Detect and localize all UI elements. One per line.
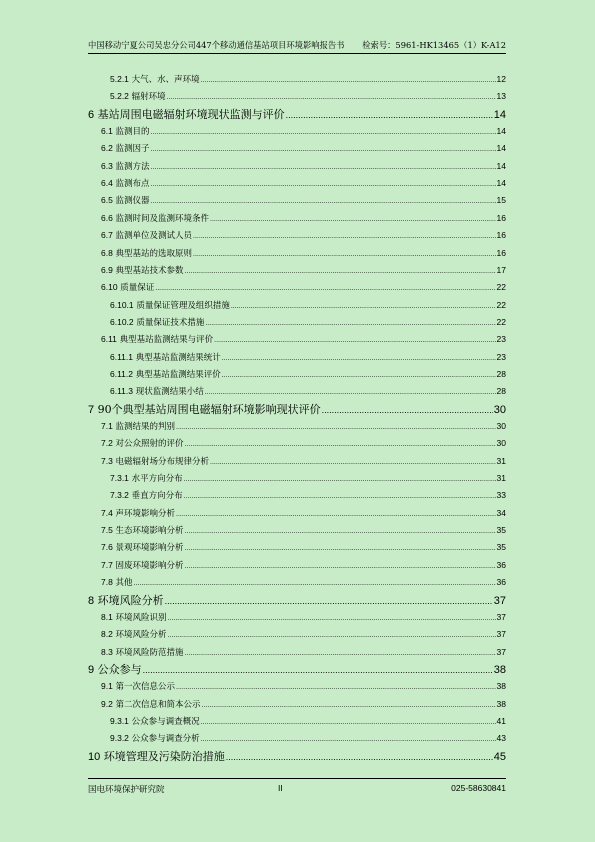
toc-entry-text: 垂直方向分布 [131, 491, 183, 502]
toc-entry-title [101, 455, 209, 467]
toc-entry[interactable] [101, 576, 506, 588]
toc-entry-page: 35 [496, 525, 506, 536]
toc-entry-text: 景观环境影响分析 [115, 543, 184, 554]
toc-entry-text: 电磁辐射场分布规律分析 [115, 456, 210, 467]
toc-entry-title [101, 160, 150, 172]
toc-entry-title [101, 247, 192, 259]
toc-entry-text: 质量保证管理及组织措施 [136, 300, 230, 311]
toc-entry-number: 7.5 [101, 525, 113, 536]
toc-entry[interactable] [110, 489, 506, 501]
toc-entry-text: 环境风险分析 [115, 630, 167, 641]
toc-entry-number: 7.4 [101, 507, 113, 518]
toc-entry-number: 5.2.2 [110, 91, 129, 102]
toc-entry-text: 典型基站监测结果统计 [135, 352, 221, 363]
toc-entry-text: 监测方法 [115, 161, 150, 172]
toc-entry-text: 监测时间及监测环境条件 [115, 213, 210, 224]
toc-entry[interactable] [88, 401, 506, 417]
toc-entry-title [101, 177, 150, 189]
toc-entry[interactable] [101, 229, 506, 241]
toc-entry-title [101, 264, 184, 276]
toc-leader-dots [185, 526, 496, 536]
toc-entry[interactable] [101, 680, 506, 692]
toc-leader-dots [134, 578, 496, 588]
toc-entry-text: 质量保证技术措施 [136, 317, 205, 328]
toc-entry-page: 14 [493, 108, 506, 121]
toc-entry-text: 声环境影响分析 [115, 508, 176, 519]
toc-leader-dots [151, 162, 496, 172]
toc-entry-page: 36 [496, 559, 506, 570]
toc-entry[interactable] [101, 281, 506, 293]
toc-entry-title [110, 316, 204, 328]
toc-entry-number: 7.3.2 [110, 490, 129, 501]
toc-entry-number: 7.3 [101, 455, 113, 466]
toc-leader-dots [185, 266, 496, 276]
toc-leader-dots [210, 214, 495, 224]
toc-entry-number: 8.2 [101, 629, 113, 640]
toc-entry-text: 环境风险防范措施 [115, 647, 184, 658]
toc-entry-page: 37 [496, 646, 506, 657]
toc-entry-page: 22 [496, 282, 506, 293]
toc-entry-text: 90个典型基站周围电磁辐射环境影响现状评价 [97, 402, 321, 416]
toc-entry-number: 9.1 [101, 681, 113, 692]
toc-leader-dots [167, 92, 496, 102]
toc-entry-number: 6.1 [101, 126, 113, 137]
toc-entry-title [101, 559, 184, 571]
toc-entry-number: 6.8 [101, 247, 113, 258]
toc-entry[interactable] [110, 351, 506, 363]
toc-leader-dots [151, 179, 496, 189]
toc-leader-dots [286, 108, 493, 121]
toc-entry[interactable] [101, 333, 506, 345]
toc-entry[interactable] [101, 177, 506, 189]
page-header [88, 39, 506, 51]
toc-entry-number: 7 [88, 403, 95, 416]
toc-entry[interactable] [101, 125, 506, 137]
toc-entry-title [101, 576, 133, 588]
page-footer [88, 783, 506, 795]
toc-entry-number: 6.9 [101, 264, 113, 275]
toc-entry-page: 34 [496, 507, 506, 518]
toc-entry-title [101, 420, 175, 432]
toc-entry-page: 38 [493, 663, 506, 676]
toc-entry-text: 环境风险分析 [97, 593, 164, 607]
toc-entry-page: 43 [496, 733, 506, 744]
toc-entry-text: 生态环境影响分析 [115, 526, 184, 537]
toc-entry-text: 典型基站的选取原则 [115, 248, 193, 259]
toc-entry-page: 23 [496, 334, 506, 345]
toc-entry[interactable] [88, 592, 506, 608]
toc-entry[interactable] [110, 385, 506, 397]
toc-entry-text: 质量保证 [120, 283, 155, 294]
toc-entry-title [88, 661, 142, 677]
toc-entry-page: 38 [496, 681, 506, 692]
toc-entry-title [110, 715, 200, 727]
toc-entry-page: 28 [496, 368, 506, 379]
toc-entry-text: 监测单位及测试人员 [115, 231, 193, 242]
toc-entry-title [101, 524, 184, 536]
toc-entry-page: 17 [496, 264, 506, 275]
toc-leader-dots [176, 509, 495, 519]
toc-leader-dots [226, 750, 493, 763]
toc-entry-text: 典型基站监测结果与评价 [119, 335, 214, 346]
toc-entry-title [101, 194, 150, 206]
toc-leader-dots [168, 613, 496, 623]
toc-entry-title [101, 142, 150, 154]
toc-entry[interactable] [88, 748, 506, 764]
toc-entry-number: 7.2 [101, 438, 113, 449]
toc-leader-dots [155, 283, 495, 293]
toc-entry[interactable] [101, 455, 506, 467]
toc-entry[interactable] [101, 541, 506, 553]
toc-entry-number: 8.1 [101, 611, 113, 622]
toc-entry-page: 13 [496, 91, 506, 102]
toc-entry-page: 16 [496, 212, 506, 223]
toc-leader-dots [214, 335, 495, 345]
toc-entry-text: 第一次信息公示 [115, 682, 176, 693]
toc-leader-dots [202, 700, 496, 710]
header-title: 中国移动宁夏公司吴忠分公司447个移动通信基站项目环境影响报告书 [88, 40, 345, 50]
toc-leader-dots [185, 439, 496, 449]
toc-entry-page: 31 [496, 473, 506, 484]
toc-leader-dots [201, 75, 496, 85]
toc-entry[interactable] [110, 73, 506, 85]
header-rule [88, 53, 506, 54]
toc-entry-title [101, 229, 192, 241]
toc-entry-number: 7.8 [101, 577, 113, 588]
toc-entry-number: 6.4 [101, 178, 113, 189]
toc-leader-dots [322, 403, 493, 416]
toc-leader-dots [201, 734, 496, 744]
toc-entry-text: 监测结果的判别 [115, 422, 176, 432]
toc-entry-page: 30 [496, 421, 506, 431]
toc-entry-text: 水平方向分布 [131, 474, 183, 485]
toc-entry[interactable] [101, 194, 506, 206]
toc-entry-title [88, 748, 225, 764]
footer-institute: 国电环境保护研究院 [88, 785, 165, 795]
toc-entry-text: 环境风险识别 [115, 612, 167, 623]
toc-entry-text: 对公众照射的评价 [115, 439, 184, 450]
toc-entry-page: 36 [496, 577, 506, 588]
toc-entry-page: 37 [496, 611, 506, 622]
toc-entry[interactable] [101, 524, 506, 536]
toc-entry-title [101, 437, 184, 449]
toc-leader-dots [176, 682, 495, 692]
toc-entry[interactable] [101, 559, 506, 571]
toc-entry-number: 10 [88, 750, 101, 763]
toc-entry-text: 监测因子 [115, 144, 150, 155]
toc-entry-number: 8 [88, 594, 95, 607]
toc-entry-page: 28 [496, 386, 506, 397]
toc-entry-title [110, 368, 221, 380]
toc-entry-title [110, 732, 200, 744]
toc-entry-text: 环境管理及污染防治措施 [103, 749, 225, 763]
toc-entry-text: 监测目的 [115, 127, 150, 138]
toc-entry-number: 6.3 [101, 160, 113, 171]
toc-entry-number: 6.2 [101, 143, 113, 154]
toc-entry-page: 31 [496, 455, 506, 466]
toc-entry-title [101, 212, 209, 224]
toc-entry-text: 典型基站技术参数 [115, 265, 184, 276]
toc-entry-title [101, 125, 150, 137]
toc-entry-text: 公众参与调查分析 [131, 734, 200, 745]
toc-entry-title [101, 698, 201, 710]
toc-leader-dots [222, 353, 496, 363]
toc-entry-number: 9.3.1 [110, 715, 129, 726]
toc-entry-title [110, 90, 166, 102]
toc-entry-page: 16 [496, 230, 506, 241]
toc-leader-dots [193, 249, 495, 259]
toc-entry-page: 45 [493, 750, 506, 763]
toc-entry-number: 9 [88, 663, 95, 676]
toc-leader-dots [231, 301, 496, 311]
toc-entry-page: 41 [496, 715, 506, 726]
toc-leader-dots [205, 318, 495, 328]
toc-entry-number: 6.6 [101, 212, 113, 223]
toc-entry-title [101, 541, 184, 553]
toc-entry-page: 23 [496, 351, 506, 362]
toc-entry[interactable] [101, 507, 506, 519]
toc-entry-title [101, 680, 175, 692]
toc-entry[interactable] [110, 472, 506, 484]
toc-entry[interactable] [101, 628, 506, 640]
toc-entry-title [88, 106, 285, 122]
toc-entry-number: 6.10 [101, 282, 118, 293]
toc-entry-page: 12 [496, 74, 506, 84]
toc-leader-dots [193, 231, 495, 241]
toc-entry-page: 14 [496, 126, 506, 137]
toc-entry-number: 6.7 [101, 230, 113, 241]
toc-entry-number: 7.1 [101, 421, 113, 431]
toc-entry-number: 6.11.3 [110, 386, 134, 397]
toc-entry-text: 监测布点 [115, 179, 150, 190]
toc-entry-text: 其他 [115, 578, 133, 589]
toc-leader-dots [185, 561, 496, 571]
toc-entry-number: 7.6 [101, 542, 113, 553]
toc-entry[interactable] [110, 715, 506, 727]
toc-leader-dots [222, 370, 496, 380]
toc-leader-dots [168, 630, 496, 640]
toc-entry-number: 9.2 [101, 698, 113, 709]
toc-entry-text: 公众参与 [97, 662, 142, 676]
toc-leader-dots [184, 474, 496, 484]
toc-entry[interactable] [101, 142, 506, 154]
toc-entry-number: 6.11.2 [110, 368, 134, 379]
toc-entry-title [101, 646, 184, 658]
toc-entry-text: 辐射环境 [131, 92, 166, 103]
toc-entry-page: 22 [496, 316, 506, 327]
toc-entry-title [110, 385, 204, 397]
toc-entry-title [88, 592, 164, 608]
toc-entry-number: 6 [88, 108, 95, 121]
footer-phone: 025-58630841 [451, 783, 506, 793]
toc-entry[interactable] [101, 160, 506, 172]
toc-entry[interactable] [110, 316, 506, 328]
toc-entry-text: 公众参与调查概况 [131, 716, 200, 727]
toc-entry-title [101, 333, 213, 345]
toc-entry-number: 9.3.2 [110, 733, 129, 744]
toc-entry[interactable] [101, 212, 506, 224]
toc-leader-dots [151, 196, 496, 206]
toc-entry-text: 典型基站监测结果评价 [135, 369, 221, 380]
toc-entry-page: 15 [496, 195, 506, 206]
toc-leader-dots [151, 144, 496, 154]
toc-entry-page: 14 [496, 143, 506, 154]
toc-entry-title [110, 489, 183, 501]
toc-leader-dots [205, 387, 496, 397]
toc-entry-page: 37 [496, 629, 506, 640]
footer-rule [88, 778, 506, 779]
toc-entry-number: 6.11.1 [110, 351, 134, 362]
toc-entry[interactable] [101, 698, 506, 710]
toc-entry-title [110, 472, 183, 484]
toc-entry[interactable] [110, 90, 506, 102]
toc-entry[interactable] [110, 299, 506, 311]
toc-entry[interactable] [101, 646, 506, 658]
toc-entry-number: 5.2.1 [110, 74, 129, 84]
toc-entry-title [101, 507, 175, 519]
toc-entry-title [88, 401, 321, 417]
toc-entry-number: 8.3 [101, 646, 113, 657]
toc-entry-title [101, 281, 154, 293]
toc-entry-page: 14 [496, 178, 506, 189]
toc-leader-dots [185, 543, 496, 553]
toc-leader-dots [143, 663, 493, 676]
toc-entry-title [110, 73, 200, 85]
header-doc-number: 检索号：5961-HK13465（1）K-A12 [362, 40, 506, 50]
toc-entry-number: 6.10.2 [110, 316, 134, 327]
toc-entry-page: 35 [496, 542, 506, 553]
toc-entry-number: 6.5 [101, 195, 113, 206]
toc-entry-title [110, 351, 221, 363]
toc-entry[interactable] [101, 611, 506, 623]
toc-leader-dots [165, 594, 493, 607]
toc-leader-dots [201, 717, 496, 727]
toc-leader-dots [176, 422, 495, 432]
toc-leader-dots [184, 491, 496, 501]
toc-entry[interactable] [101, 264, 506, 276]
toc-entry-text: 固废环境影响分析 [115, 560, 184, 571]
toc-entry-page: 33 [496, 490, 506, 501]
footer-page-number: II [278, 783, 283, 793]
toc-leader-dots [151, 127, 496, 137]
toc-entry-page: 38 [496, 698, 506, 709]
toc-entry-text: 基站周围电磁辐射环境现状监测与评价 [97, 107, 285, 121]
toc-entry-page: 14 [496, 160, 506, 171]
toc-entry[interactable] [88, 661, 506, 677]
toc-entry-page: 37 [493, 594, 506, 607]
toc-entry-text: 大气、水、声环境 [131, 75, 200, 85]
toc-entry-title [110, 299, 230, 311]
toc-entry-text: 现状监测结果小结 [135, 387, 204, 398]
toc-entry-page: 30 [496, 438, 506, 449]
toc-entry-text: 第二次信息和简本公示 [115, 699, 201, 710]
toc-entry-title [101, 611, 167, 623]
toc-entry-title [101, 628, 167, 640]
toc-entry[interactable] [110, 732, 506, 744]
toc-entry-number: 7.3.1 [110, 473, 129, 484]
toc-entry[interactable] [101, 437, 506, 449]
toc-entry-text: 监测仪器 [115, 196, 150, 207]
toc-entry-number: 6.11 [101, 334, 117, 345]
toc-entry-page: 30 [493, 403, 506, 416]
toc-entry[interactable] [110, 368, 506, 380]
toc-entry-number: 7.7 [101, 559, 113, 570]
toc-entry-page: 16 [496, 247, 506, 258]
toc-entry[interactable] [88, 106, 506, 122]
toc-entry[interactable] [101, 420, 506, 432]
toc-entry-number: 6.10.1 [110, 299, 134, 310]
toc-leader-dots [185, 648, 496, 658]
toc-entry[interactable] [101, 247, 506, 259]
toc-entry-page: 22 [496, 299, 506, 310]
toc-leader-dots [210, 457, 495, 467]
